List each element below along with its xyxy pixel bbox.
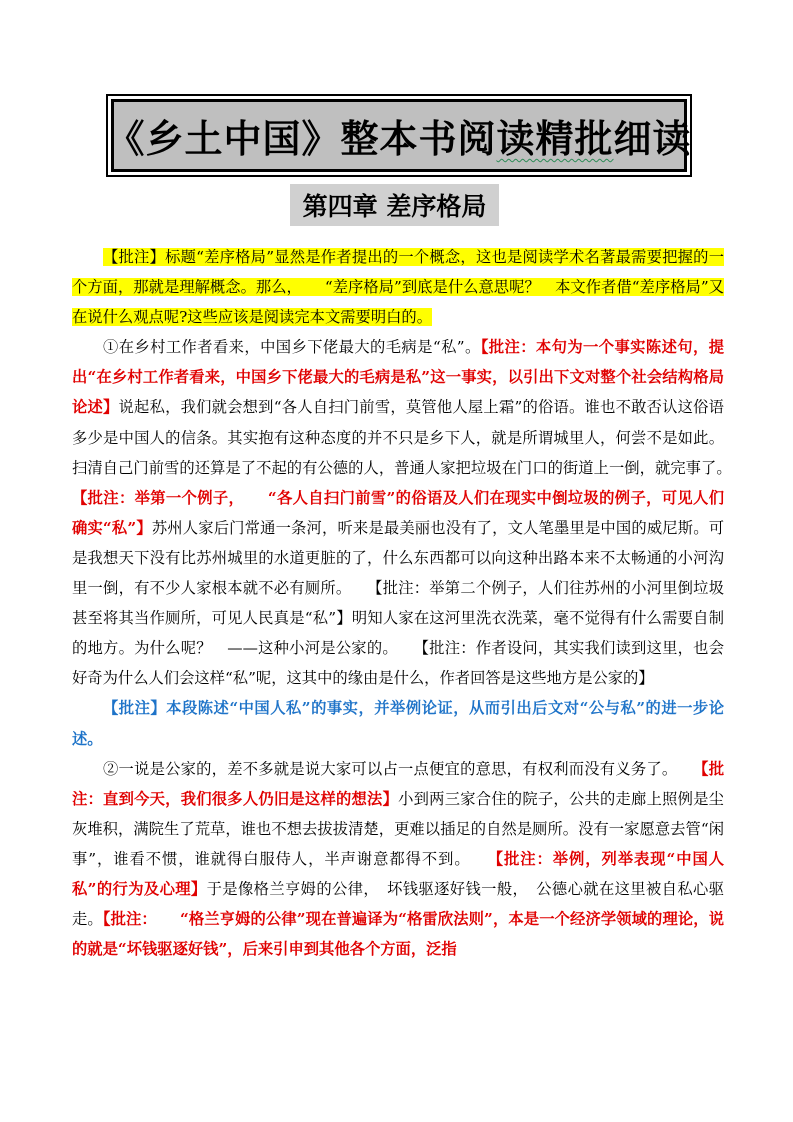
title-banner: [106, 99, 692, 172]
paragraph-text: ①在乡村工作者看来，中国乡下佬最大的毛病是“私”。: [103, 338, 481, 357]
annotation-red: 【批注：本句为一个事实陈述句，提出“在乡村工作者看来，中国乡下佬最大的毛病是私”这一事实，以引出下文对整个社会结构格局论述】: [72, 338, 724, 417]
paragraph-text: ②一说是公家的，差不多就是说大家可以占一点便宜的意思，有权利而没有义务了。: [103, 759, 701, 778]
chapter-heading: [290, 184, 499, 226]
summary-annotation: [72, 693, 724, 753]
annotation-red: 【批注： “格兰亨姆的公律”现在普遍译为“格雷欣法则”，本是一个经济学领域的理论，说的就是“坏钱驱逐好钱”，后来引申到其他各个方面，泛指: [72, 910, 724, 959]
paragraph-text: 于是像格兰亨姆的公律， 坏钱驱逐好钱一般， 公德心就在这里被自私心驱走。: [72, 879, 724, 929]
chapter-title: 第四章 差序格局: [302, 192, 487, 221]
book-title: [106, 108, 691, 163]
paragraph-1: [72, 332, 755, 693]
intro-annotation: [72, 242, 724, 332]
annotation-red: 【批注：举例，列举表现“中国人私”的行为及心理】: [72, 849, 725, 898]
intro-annotation-text: 【批注】标题“差序格局”显然是作者提出的一个概念，这也是阅读学术名著最需要把握的一个方面，那就是理解概念。那么， “差序格局”到底是什么意思呢？ 本文作者借“差序格局”又在说什么观点呢?这些应该是阅读完本文需要明白的。: [72, 248, 724, 327]
annotation-blue: 【批注】本段陈述“中国人私”的事实，并举例论证，从而引出后文对“公与私”的进一步论述。: [72, 699, 724, 748]
paragraph-2: [72, 754, 724, 965]
book-title-part: 《乡土中国》整本书阅: [106, 117, 497, 161]
annotation-red: 【批注：举第一个例子， “各人自扫门前雪”的俗语及人们在现实中倒垃圾的例子，可见人们确实“私”】: [72, 488, 724, 537]
paragraph-text: 小到两三家合住的院子，公共的走廊上照例是尘灰堆积，满院生了荒草，谁也不想去拔拔清楚，更难以插足的自然是厕所。没有一家愿意去管“闲事”，谁看不惯，谁就得白服侍人，半声谢意都得不到。: [72, 789, 724, 868]
annotation-red: 【批注：直到今天，我们很多人仍旧是这样的想法】: [72, 759, 724, 808]
document-body: [72, 242, 755, 964]
paragraph-text: 苏州人家后门常通一条河，听来是最美丽也没有了，文人笔墨里是中国的威尼斯。可是我想天下没有比苏州城里的水道更脏的了，什么东西都可以向这种出路本来不太畅通的小河沟里一倒，有不少人家根本就不必有厕所。 【批注：举第二个例子，人们往苏州的小河里倒垃圾甚至将其当作厕所，可见人民真是“私”】明知人家在这河里洗衣洗菜，毫不觉得有什么需要自制的地方。为什么呢？ ——这种小河是公家的。 【批注：作者设问，其实我们读到这里，也会好奇为什么人们会这样“私”呢，这其中的缘由是什么，作者回答是这些地方是公家的】: [72, 518, 724, 688]
paragraph-text: 说起私，我们就会想到“各人自扫门前雪，莫管他人屋上霜”的俗语。谁也不敢否认这俗语多少是中国人的信条。其实抱有这种态度的并不只是乡下人，就是所谓城里人，何尝不是如此。扫清自己门前雪的还算是了不起的有公德的人，普通人家把垃圾在门口的街道上一倒，就完事了。: [72, 398, 755, 477]
book-title-part: 细读: [613, 117, 692, 161]
book-title-spellcheck-part: 读精批: [496, 117, 614, 161]
